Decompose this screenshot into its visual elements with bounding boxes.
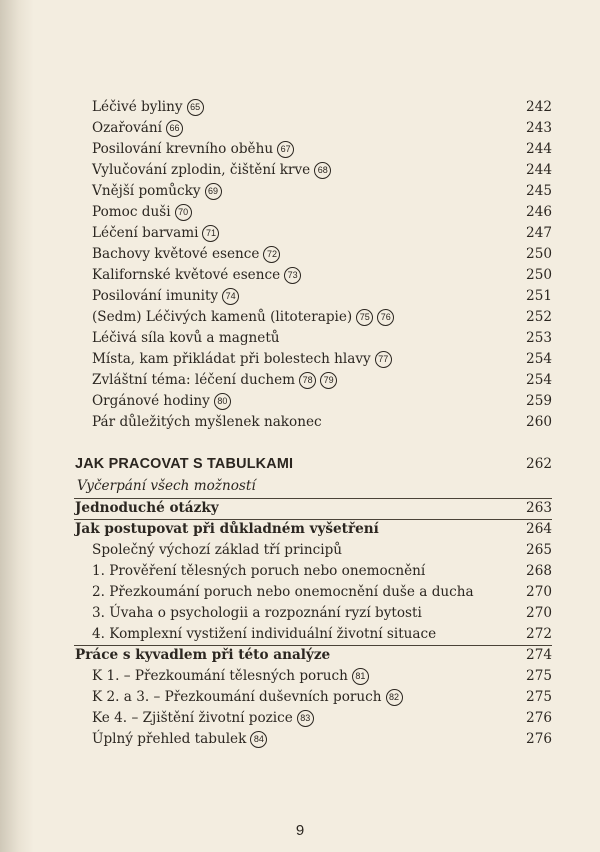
entry-page: 245	[526, 183, 552, 199]
toc-section-heading[interactable]	[0, 454, 600, 475]
section-subtitle: Vyčerpání všech možností	[77, 478, 256, 494]
entry-label: Kalifornské květové esence	[92, 267, 281, 283]
entry-page: 264	[526, 521, 552, 537]
toc-entry[interactable]	[0, 412, 600, 433]
entry-page: 246	[526, 204, 552, 220]
entry-page: 251	[526, 288, 552, 304]
entry-badge-second: 79	[320, 372, 337, 389]
entry-label: Práce s kyvadlem při této analýze	[75, 647, 331, 663]
entry-badge: 81	[352, 668, 369, 685]
entry-label: K 1. – Přezkoumání tělesných poruch	[92, 668, 348, 684]
toc-entry[interactable]	[0, 519, 600, 540]
entry-label: Léčení barvami	[92, 225, 199, 241]
toc-entry[interactable]	[0, 687, 600, 708]
entry-badge: 72	[263, 246, 280, 263]
entry-badge: 83	[297, 710, 314, 727]
toc-entry[interactable]	[0, 202, 600, 223]
entry-page: 262	[526, 456, 552, 472]
entry-label: K 2. a 3. – Přezkoumání duševních poruch	[92, 689, 382, 705]
entry-label: Zvláštní téma: léčení duchem	[92, 372, 296, 388]
entry-badge: 65	[187, 99, 204, 116]
toc-entry[interactable]	[0, 582, 600, 603]
entry-label: Místa, kam přikládat při bolestech hlavy	[92, 351, 371, 367]
entry-label: Posilování krevního oběhu	[92, 141, 274, 157]
entry-badge: 77	[375, 351, 392, 368]
toc-entry[interactable]	[0, 307, 600, 328]
entry-page: 268	[526, 563, 552, 579]
entry-page: 243	[526, 120, 552, 136]
entry-label: Pár důležitých myšlenek nakonec	[92, 414, 322, 430]
entry-label: Bachovy květové esence	[92, 246, 260, 262]
entry-page: 259	[526, 393, 552, 409]
entry-page: 276	[526, 731, 552, 747]
toc-entry[interactable]	[0, 708, 600, 729]
entry-label: Posilování imunity	[92, 288, 219, 304]
toc-entry[interactable]	[0, 97, 600, 118]
toc-entry[interactable]	[0, 624, 600, 645]
entry-label: Jednoduché otázky	[75, 500, 219, 516]
entry-page: 247	[526, 225, 552, 241]
toc-entry[interactable]	[0, 118, 600, 139]
toc-entry[interactable]	[0, 265, 600, 286]
toc-entry[interactable]	[0, 561, 600, 582]
entry-badge: 75	[356, 309, 373, 326]
toc-entry[interactable]	[0, 391, 600, 412]
entry-page: 250	[526, 246, 552, 262]
toc-subtitle	[0, 476, 600, 497]
entry-badge-second: 76	[377, 309, 394, 326]
entry-page: 275	[526, 668, 552, 684]
entry-badge: 67	[277, 141, 294, 158]
entry-label: Vnější pomůcky	[92, 183, 201, 199]
entry-badge: 80	[214, 393, 231, 410]
section-title: JAK PRACOVAT S TABULKAMI	[75, 456, 294, 472]
entry-badge: 74	[222, 288, 239, 305]
entry-label: 4. Komplexní vystižení individuální životní situace	[92, 626, 437, 642]
entry-page: 275	[526, 689, 552, 705]
entry-label: Vylučování zplodin, čištění krve	[92, 162, 311, 178]
toc-entry[interactable]	[0, 349, 600, 370]
entry-page: 263	[526, 500, 552, 516]
toc-entry[interactable]	[0, 729, 600, 750]
toc-entry[interactable]	[0, 370, 600, 391]
entry-page: 274	[526, 647, 552, 663]
entry-badge: 70	[175, 204, 192, 221]
entry-label: Léčivá síla kovů a magnetů	[92, 330, 280, 346]
entry-page: 270	[526, 584, 552, 600]
entry-label: Ke 4. – Zjištění životní pozice	[92, 710, 293, 726]
entry-page: 276	[526, 710, 552, 726]
entry-page: 270	[526, 605, 552, 621]
entry-label: Úplný přehled tabulek	[92, 731, 247, 747]
entry-badge: 66	[166, 120, 183, 137]
entry-label: 2. Přezkoumání poruch nebo onemocnění duše a ducha	[92, 584, 474, 600]
toc-entry[interactable]	[0, 498, 600, 519]
entry-label: Léčivé byliny	[92, 99, 183, 115]
entry-label: (Sedm) Léčivých kamenů (litoterapie)	[92, 309, 353, 325]
entry-page: 254	[526, 372, 552, 388]
entry-page: 260	[526, 414, 552, 430]
entry-page: 253	[526, 330, 552, 346]
toc-entry[interactable]	[0, 181, 600, 202]
toc-entry[interactable]	[0, 139, 600, 160]
toc-entry[interactable]	[0, 540, 600, 561]
page-number: 9	[295, 822, 305, 839]
toc-entry[interactable]	[0, 328, 600, 349]
entry-label: Společný výchozí základ tří principů	[92, 542, 343, 558]
entry-page: 272	[526, 626, 552, 642]
toc-entry[interactable]	[0, 603, 600, 624]
entry-badge: 69	[205, 183, 222, 200]
entry-page: 265	[526, 542, 552, 558]
toc-entry[interactable]	[0, 160, 600, 181]
toc-entry[interactable]	[0, 645, 600, 666]
entry-page: 244	[526, 162, 552, 178]
entry-page: 254	[526, 351, 552, 367]
entry-label: Ozařování	[92, 120, 162, 136]
entry-label: Jak postupovat při důkladném vyšetření	[75, 521, 379, 537]
entry-label: Orgánové hodiny	[92, 393, 210, 409]
entry-label: 3. Úvaha o psychologii a rozpoznání ryzí bytosti	[92, 605, 422, 621]
entry-badge: 82	[386, 689, 403, 706]
toc-entry[interactable]	[0, 223, 600, 244]
entry-badge: 84	[250, 731, 267, 748]
entry-label: 1. Prověření tělesných poruch nebo onemocnění	[92, 563, 426, 579]
entry-badge: 68	[314, 162, 331, 179]
entry-label: Pomoc duši	[92, 204, 171, 220]
toc-entry[interactable]	[0, 666, 600, 687]
entry-page: 250	[526, 267, 552, 283]
entry-page: 252	[526, 309, 552, 325]
entry-badge: 73	[284, 267, 301, 284]
entry-badge: 71	[202, 225, 219, 242]
toc-entry[interactable]	[0, 244, 600, 265]
entry-page: 244	[526, 141, 552, 157]
entry-badge: 78	[299, 372, 316, 389]
entry-page: 242	[526, 99, 552, 115]
toc-entry[interactable]	[0, 286, 600, 307]
